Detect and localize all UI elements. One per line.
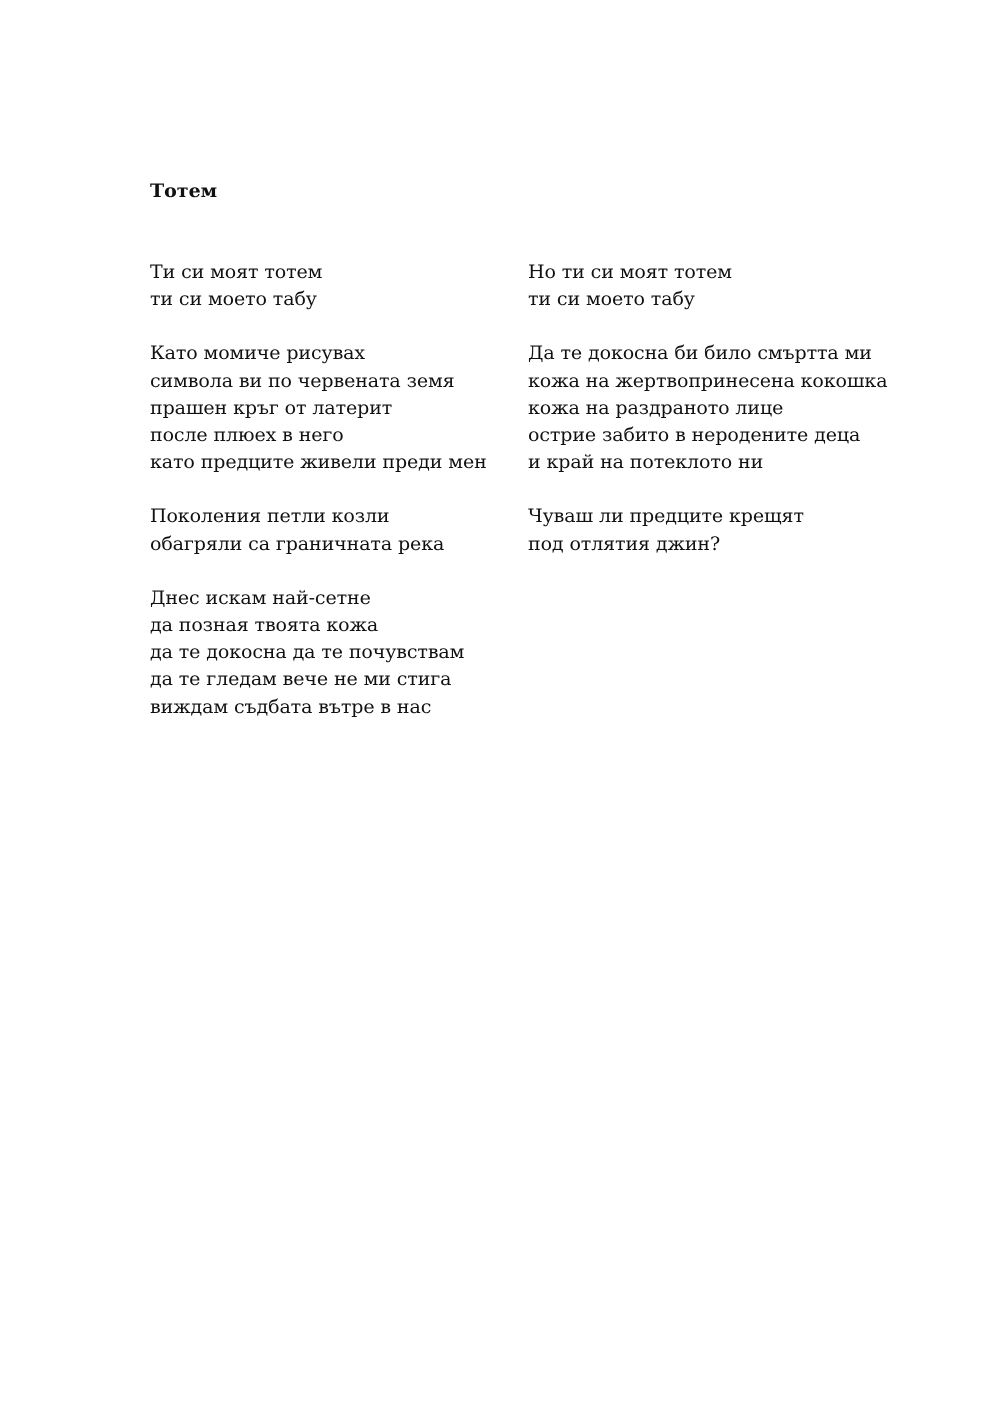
stanza bbox=[150, 585, 510, 721]
right-column bbox=[528, 259, 888, 585]
poem-line: Да те докосна би било смъртта ми bbox=[528, 342, 872, 365]
poem-line: да те гледам вече не ми стига bbox=[150, 668, 452, 691]
poem-line: да те докосна да те почувствам bbox=[150, 641, 465, 664]
poem-line: обагряли са граничната река bbox=[150, 532, 445, 555]
stanza bbox=[150, 259, 510, 313]
poem-line: кожа на жертвопринесена кокошка bbox=[528, 369, 888, 392]
poem-line: като предците живели преди мен bbox=[150, 451, 487, 474]
poem-line: кожа на раздраното лице bbox=[528, 396, 784, 419]
stanza bbox=[528, 340, 888, 476]
stanza bbox=[528, 259, 888, 313]
poem-line: острие забито в неродените деца bbox=[528, 424, 861, 447]
poem-line: ти си моето табу bbox=[150, 288, 317, 311]
poem-line: после плюех в него bbox=[150, 424, 344, 447]
stanza bbox=[150, 340, 510, 476]
poem-line: Днес искам най-сетне bbox=[150, 586, 371, 609]
poem-line: Поколения петли козли bbox=[150, 505, 390, 528]
left-column bbox=[150, 259, 510, 748]
poem-line: прашен кръг от латерит bbox=[150, 396, 393, 419]
poem-line: да позная твоята кожа bbox=[150, 614, 379, 637]
poem-line: Като момиче рисувах bbox=[150, 342, 366, 365]
poem-title: Тотем bbox=[150, 180, 218, 202]
poem-line: символа ви по червената земя bbox=[150, 369, 455, 392]
poem-line: виждам съдбата вътре в нас bbox=[150, 695, 432, 718]
poem-line: Ти си моят тотем bbox=[150, 261, 323, 283]
poem-line: под отлятия джин? bbox=[528, 532, 721, 555]
stanza bbox=[150, 503, 510, 557]
stanza bbox=[528, 503, 888, 557]
poem-line: и край на потеклото ни bbox=[528, 451, 764, 474]
poem-line: ти си моето табу bbox=[528, 288, 695, 311]
poem-line: Чуваш ли предците крещят bbox=[528, 505, 804, 528]
poem-line: Но ти си моят тотем bbox=[528, 261, 732, 283]
